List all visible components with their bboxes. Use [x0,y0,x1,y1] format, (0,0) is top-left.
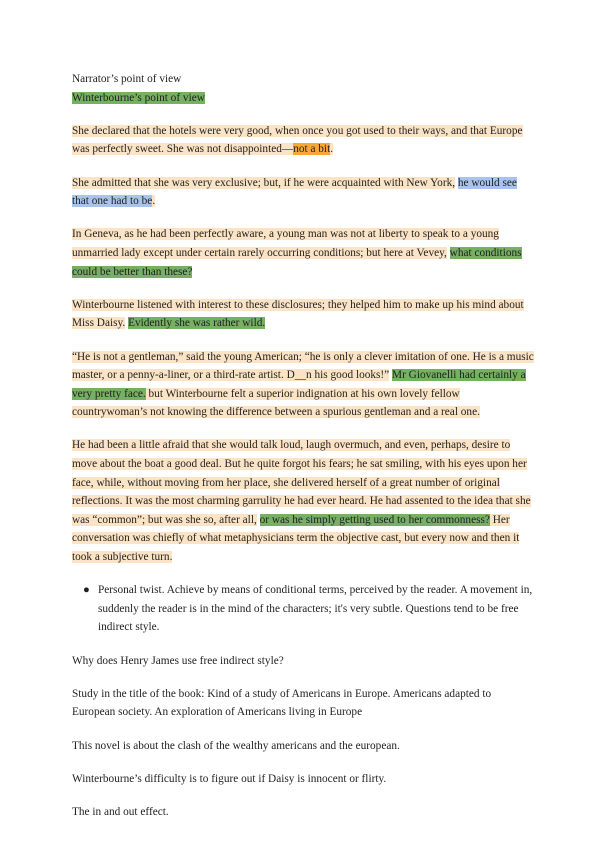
note-question: Why does Henry James use free indirect style? [72,654,284,667]
narrator-text: but Winterbourne felt a superior indignation at his own lovely fellow countrywoman’s not knowing the difference between a spurious gentleman and a real one. [72,387,480,419]
orange-highlight-text: not a bit [293,143,331,156]
note-study-title: Study in the title of the book: Kind of a study of Americans in Europe. Americans adapted to European society. An exploration of Americans living in Europe [72,687,492,719]
legend-narrator-text: Narrator’s point of view [72,73,182,85]
narrator-text: . [330,143,334,156]
narrator-text: . [152,195,156,208]
narrator-text: “He is not a gentleman,” said the young American; “he is only a clever imitation of one. He is a music master, or a penny-a-liner, or a third-rate artist. D__n his good looks!” [72,350,534,382]
quote-paragraph-6 [72,436,534,566]
note-in-out-effect: The in and out effect. [72,805,169,818]
narrator-text: She declared that the hotels were very good, when once you got used to their ways, and that Europe was perfectly sweet. She was not disappointed— [72,124,523,156]
bullet-text: Personal twist. Achieve by means of conditional terms, perceived by the reader. A movement in, suddenly the reader is in the mind of the characters; it's very subtle. Questions tend to be free indirect style. [98,584,533,634]
quote-paragraph-2 [72,174,534,211]
legend-winterbourne [72,89,534,108]
legend-narrator [72,70,534,89]
winterbourne-text: or was he simply getting used to her commonness? [259,513,490,526]
bullet-icon: ● [83,584,90,597]
list-item [83,581,534,637]
legend-winterbourne-text: Winterbourne’s point of view [72,91,205,104]
winterbourne-text: Evidently she was rather wild. [128,317,266,330]
quote-paragraph-3 [72,225,534,281]
document-page [72,70,534,836]
winterbourne-text: what conditions could be better than these? [72,246,522,278]
blue-highlight-text: he would see that one had to be [72,176,517,208]
quote-paragraph-4 [72,296,534,333]
narrator-text: She admitted that she was very exclusive; but, if he were acquainted with New York, [72,176,456,189]
winterbourne-text: Mr Giovanelli had certainly a very pretty face. [72,369,526,400]
narrator-text: In Geneva, as he had been perfectly aware, a young man was not at liberty to speak to a young unmarried lady except under certain rarely occurring conditions; but here at Vevey, [72,228,499,259]
quote-paragraph-1 [72,122,534,159]
narrator-text: Winterbourne listened with interest to these disclosures; they helped him to make up his mind about Miss Daisy. [72,298,524,330]
note-clash: This novel is about the clash of the wealthy americans and the european. [72,739,400,752]
note-difficulty: Winterbourne’s difficulty is to figure out if Daisy is innocent or flirty. [72,772,387,785]
bullet-list [72,581,534,637]
narrator-text: He had been a little afraid that she would talk loud, laugh overmuch, and even, perhaps, desire to move about the boat a good deal. But he quite forgot his fears; he sat smiling, with his eyes upon her face, while, without moving from her place, she delivered herself of a great number of original reflections. It was the most charming garrulity he had ever heard. He had assented to the idea that she was “common”; but was she so, after all, [72,439,531,526]
narrator-text: Her conversation was chiefly of what metaphysicians term the objective cast, but every now and then it took a subjective turn. [72,513,520,564]
quote-paragraph-5 [72,348,534,422]
